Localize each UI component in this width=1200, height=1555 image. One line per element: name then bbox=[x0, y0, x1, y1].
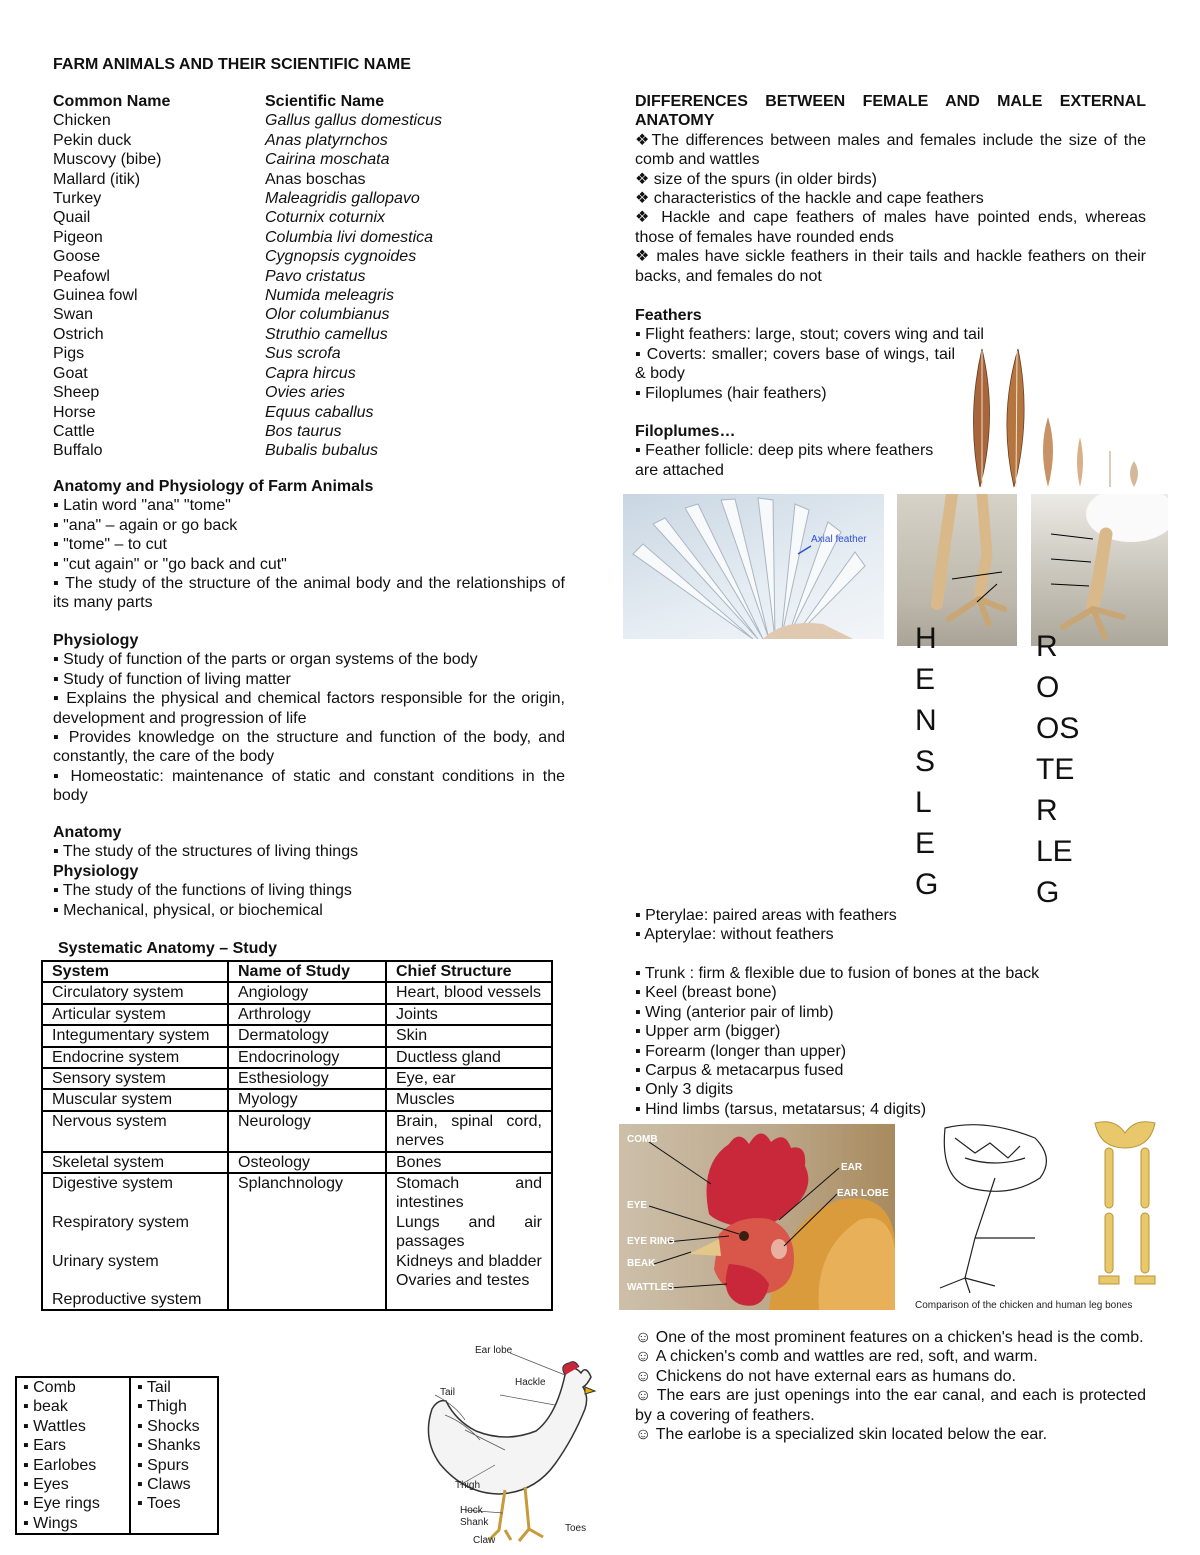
bullet: ▪ Only 3 digits bbox=[635, 1081, 734, 1099]
vertical-letter: E bbox=[915, 827, 936, 860]
vertical-letter: L bbox=[915, 786, 932, 819]
column-header: Chief Structure bbox=[386, 961, 552, 982]
bullet: ▪ "ana" – again or go back bbox=[53, 516, 238, 534]
scientific-name: Cairina moschata bbox=[265, 151, 390, 169]
diagram-label: Hock bbox=[460, 1505, 483, 1516]
vertical-letter: O bbox=[1036, 671, 1060, 704]
common-name: Muscovy (bibe) bbox=[53, 151, 162, 169]
vertical-letter: LE bbox=[1036, 835, 1073, 868]
feathers-section bbox=[635, 306, 984, 480]
head-fact-text: One of the most prominent features on a chicken's head is the comb. bbox=[655, 1329, 1144, 1346]
bullet: ▪ Homeostatic: maintenance of static and constant conditions in the body bbox=[53, 767, 565, 805]
vertical-letter: OS bbox=[1036, 712, 1080, 745]
name-row bbox=[53, 364, 473, 383]
table-cell: Articular system bbox=[42, 1004, 228, 1025]
list-item: ▪ Thigh bbox=[137, 1398, 187, 1416]
names-list bbox=[53, 92, 473, 461]
table-cell bbox=[42, 1173, 228, 1310]
head-fact bbox=[635, 1328, 1146, 1347]
table-cell: Sensory system bbox=[42, 1068, 228, 1089]
table-cell: Dermatology bbox=[228, 1025, 386, 1046]
common-name-header: Common Name bbox=[53, 93, 171, 110]
list-item: ▪ Toes bbox=[137, 1495, 181, 1513]
parts-column-left bbox=[16, 1377, 130, 1534]
bullet: ▪ The study of the structures of living things bbox=[53, 843, 359, 861]
table-cell: Joints bbox=[386, 1004, 552, 1025]
bullet: ▪ Study of function of living matter bbox=[53, 670, 291, 688]
common-name: Goose bbox=[53, 248, 101, 266]
table-cell: Muscles bbox=[386, 1089, 552, 1110]
table-cell: Skeletal system bbox=[42, 1152, 228, 1173]
table-cell: Endocrinology bbox=[228, 1047, 386, 1068]
bullet: ▪ Hind limbs (tarsus, metatarsus; 4 digits) bbox=[635, 1100, 927, 1118]
table-row bbox=[42, 1111, 552, 1152]
bullet: ▪ "cut again" or "go back and cut" bbox=[53, 555, 287, 573]
bullet: ▪ Flight feathers: large, stout; covers wing and tail bbox=[635, 326, 984, 344]
name-row bbox=[53, 150, 473, 169]
bullet: ❖ males have sickle feathers in their tails and hackle feathers on their backs, and females do not bbox=[635, 248, 1146, 285]
list-item: ▪ Ears bbox=[23, 1437, 67, 1455]
bullet: ▪ Feather follicle: deep pits where feathers are attached bbox=[635, 442, 934, 479]
scientific-name: Cygnopsis cygnoides bbox=[265, 248, 417, 266]
list-item: ▪ beak bbox=[23, 1398, 68, 1416]
section-heading: Anatomy bbox=[53, 824, 122, 841]
bullet: ▪ Latin word "ana" "tome" bbox=[53, 497, 231, 515]
head-label-ear-lobe: EAR LOBE bbox=[837, 1188, 889, 1199]
scientific-name: Anas boschas bbox=[265, 170, 366, 188]
table-row bbox=[42, 1047, 552, 1068]
axial-feather-label: Axial feather bbox=[811, 534, 867, 545]
scientific-name: Equus caballus bbox=[265, 403, 374, 421]
cell-line: Stomach and intestines bbox=[396, 1175, 542, 1212]
common-name: Goat bbox=[53, 364, 88, 382]
hen-illustration bbox=[415, 1335, 605, 1550]
table-cell: Bones bbox=[386, 1152, 552, 1173]
table-cell bbox=[386, 1173, 552, 1310]
vertical-letter: S bbox=[915, 745, 936, 778]
list-item: ▪ Wattles bbox=[23, 1417, 86, 1435]
table-cell: Nervous system bbox=[42, 1111, 228, 1152]
name-row bbox=[53, 131, 473, 150]
bullet: ▪ Study of function of the parts or organ systems of the body bbox=[53, 651, 478, 669]
chicken-icon: ☺ bbox=[635, 1387, 657, 1405]
head-fact-text: The ears are just openings into the ear canal, and each is protected by a covering of feathers. bbox=[635, 1387, 1146, 1424]
bullet: ▪ Upper arm (bigger) bbox=[635, 1023, 781, 1041]
scientific-name: Columbia livi domestica bbox=[265, 228, 434, 246]
chicken-icon: ☺ bbox=[635, 1348, 656, 1366]
table-cell: Ductless gland bbox=[386, 1047, 552, 1068]
scientific-name: Capra hircus bbox=[265, 364, 356, 382]
column-header: Name of Study bbox=[228, 961, 386, 982]
vertical-letter: G bbox=[915, 868, 939, 901]
bullet: ▪ Coverts: smaller; covers base of wings, tail & body bbox=[635, 345, 955, 383]
anatomy-physiology-section bbox=[53, 477, 565, 613]
common-name: Turkey bbox=[53, 190, 102, 208]
common-name: Swan bbox=[53, 306, 94, 324]
cell-line: Reproductive system bbox=[52, 1291, 202, 1309]
diagram-label: Toes bbox=[565, 1523, 587, 1534]
chicken-icon: ☺ bbox=[635, 1426, 656, 1444]
bullet: ▪ Pterylae: paired areas with feathers bbox=[635, 907, 897, 924]
bullet: ▪ Provides knowledge on the structure and function of the body, and constantly, the care of the body bbox=[53, 729, 565, 766]
physiology-section bbox=[53, 631, 565, 806]
list-item: ▪ Tail bbox=[137, 1379, 171, 1396]
leg-bones-comparison bbox=[915, 1118, 1185, 1318]
section-heading: Physiology bbox=[53, 862, 139, 880]
list-item: ▪ Earlobes bbox=[23, 1456, 97, 1474]
table-cell: Osteology bbox=[228, 1152, 386, 1173]
cell-line: Kidneys and bladder bbox=[396, 1252, 542, 1270]
bullet: ▪ Apterylae: without feathers bbox=[635, 926, 834, 944]
table-cell: Circulatory system bbox=[42, 982, 228, 1003]
anatomy-short-section bbox=[53, 823, 565, 920]
name-row bbox=[53, 344, 473, 363]
name-row bbox=[53, 208, 473, 227]
table-cell: Arthrology bbox=[228, 1004, 386, 1025]
scientific-name: Ovies aries bbox=[265, 384, 346, 402]
rooster-leg-vertical-label bbox=[1036, 626, 1096, 913]
pterylae-section bbox=[635, 906, 1135, 945]
bullet: ▪ "tome" – to cut bbox=[53, 536, 167, 554]
name-row bbox=[53, 441, 473, 460]
common-name: Horse bbox=[53, 403, 96, 421]
head-label-ear: EAR bbox=[841, 1162, 863, 1173]
name-row bbox=[53, 383, 473, 402]
table-row bbox=[42, 1089, 552, 1110]
scientific-name: Gallus gallus domesticus bbox=[265, 112, 442, 130]
head-fact bbox=[635, 1425, 1146, 1444]
common-name: Sheep bbox=[53, 384, 100, 402]
systematic-table bbox=[41, 960, 553, 1311]
table-row bbox=[42, 1152, 552, 1173]
scientific-name: Sus scrofa bbox=[265, 345, 341, 363]
bullet: ❖The differences between males and females include the size of the comb and wattles bbox=[635, 131, 1146, 169]
list-item: ▪ Comb bbox=[23, 1379, 76, 1396]
list-item: ▪ Eye rings bbox=[23, 1495, 100, 1513]
parts-box bbox=[15, 1376, 219, 1535]
common-name: Quail bbox=[53, 209, 91, 227]
table-cell: Heart, blood vessels bbox=[386, 982, 552, 1003]
cell-line: Ovaries and testes bbox=[396, 1272, 530, 1290]
chicken-icon: ☺ bbox=[635, 1367, 656, 1385]
common-name: Pigs bbox=[53, 345, 85, 363]
systematic-heading: Systematic Anatomy – Study bbox=[58, 940, 278, 957]
common-name: Pekin duck bbox=[53, 131, 132, 149]
name-row bbox=[53, 267, 473, 286]
list-item: ▪ Eyes bbox=[23, 1476, 69, 1494]
table-cell: Splanchnology bbox=[228, 1173, 386, 1310]
hen-diagram bbox=[415, 1335, 605, 1550]
table-cell: Skin bbox=[386, 1025, 552, 1046]
section-heading: Anatomy and Physiology of Farm Animals bbox=[53, 478, 374, 495]
table-row bbox=[42, 1004, 552, 1025]
table-cell: Eye, ear bbox=[386, 1068, 552, 1089]
bullet: ▪ Carpus & metacarpus fused bbox=[635, 1062, 844, 1080]
cell-line: Digestive system bbox=[52, 1175, 173, 1193]
list-item: ▪ Shocks bbox=[137, 1417, 200, 1435]
bullet: ▪ Trunk : firm & flexible due to fusion of bones at the back bbox=[635, 965, 1040, 982]
name-row bbox=[53, 189, 473, 208]
bullet: ▪ Filoplumes (hair feathers) bbox=[635, 384, 827, 402]
common-name: Pigeon bbox=[53, 228, 103, 246]
skeleton-section bbox=[635, 964, 1155, 1119]
head-fact-text: A chicken's comb and wattles are red, soft, and warm. bbox=[655, 1348, 1038, 1366]
common-name: Guinea fowl bbox=[53, 287, 138, 305]
cell-line: Respiratory system bbox=[52, 1214, 189, 1232]
vertical-letter: N bbox=[915, 704, 937, 737]
heading-text: DIFFERENCES BETWEEN FEMALE AND MALE EXTERNAL ANATOMY bbox=[635, 93, 1146, 130]
table-cell: Integumentary system bbox=[42, 1025, 228, 1046]
table-cell: Muscular system bbox=[42, 1089, 228, 1110]
leg-bones-caption: Comparison of the chicken and human leg bones bbox=[915, 1300, 1133, 1311]
name-row bbox=[53, 305, 473, 324]
bullet: ❖ characteristics of the hackle and cape feathers bbox=[635, 190, 984, 208]
parts-column-right bbox=[130, 1377, 218, 1534]
vertical-letter: G bbox=[1036, 876, 1060, 909]
head-label-eye-ring: EYE RING bbox=[627, 1236, 675, 1247]
scientific-name-header: Scientific Name bbox=[265, 93, 385, 110]
diagram-label: Ear lobe bbox=[475, 1345, 513, 1356]
column-header: System bbox=[42, 961, 228, 982]
scientific-name: Bos taurus bbox=[265, 422, 342, 440]
diagram-label: Thigh bbox=[455, 1480, 481, 1491]
roosters-leg-photo bbox=[1031, 494, 1168, 646]
scientific-name: Maleagridis gallopavo bbox=[265, 190, 420, 208]
diagram-label: Shank bbox=[460, 1517, 489, 1528]
table-cell: Endocrine system bbox=[42, 1047, 228, 1068]
common-name: Buffalo bbox=[53, 442, 103, 460]
table-header-row bbox=[42, 961, 552, 982]
vertical-letter: R bbox=[1036, 630, 1058, 663]
table-cell: Brain, spinal cord, nerves bbox=[386, 1111, 552, 1152]
bullet: ▪ Forearm (longer than upper) bbox=[635, 1042, 847, 1060]
list-item: ▪ Shanks bbox=[137, 1437, 201, 1455]
diagram-label: Claw bbox=[473, 1535, 496, 1546]
table-cell: Myology bbox=[228, 1089, 386, 1110]
scientific-name: Struthio camellus bbox=[265, 325, 388, 343]
bullet: ▪ Mechanical, physical, or biochemical bbox=[53, 901, 323, 919]
section-heading bbox=[635, 92, 1146, 131]
name-row bbox=[53, 325, 473, 344]
head-fact-text: Chickens do not have external ears as humans do. bbox=[655, 1367, 1016, 1385]
vertical-letter: E bbox=[915, 663, 936, 696]
bullet: ❖ Hackle and cape feathers of males have pointed ends, whereas those of females have rounded ends bbox=[635, 209, 1146, 246]
bullet: ▪ The study of the functions of living things bbox=[53, 882, 352, 900]
name-row bbox=[53, 111, 473, 130]
bullet: ▪ The study of the structure of the animal body and the relationships of its many parts bbox=[53, 575, 565, 612]
scientific-name: Coturnix coturnix bbox=[265, 209, 386, 227]
table-cell: Neurology bbox=[228, 1111, 386, 1152]
differences-section bbox=[635, 92, 1146, 286]
page-title: FARM ANIMALS AND THEIR SCIENTIFIC NAME bbox=[53, 56, 411, 73]
table-cell: Angiology bbox=[228, 982, 386, 1003]
diagram-label: Hackle bbox=[515, 1377, 546, 1388]
name-row bbox=[53, 228, 473, 247]
scientific-name: Pavo cristatus bbox=[265, 267, 366, 285]
common-name: Chicken bbox=[53, 112, 111, 130]
vertical-letter: TE bbox=[1036, 753, 1075, 786]
name-row bbox=[53, 422, 473, 441]
head-fact bbox=[635, 1367, 1146, 1386]
bullet: ▪ Explains the physical and chemical factors responsible for the origin, development and progression of life bbox=[53, 690, 565, 727]
name-row bbox=[53, 403, 473, 422]
hens-leg-vertical-label bbox=[915, 618, 955, 905]
common-name: Peafowl bbox=[53, 267, 110, 285]
section-heading: Filoplumes… bbox=[635, 423, 736, 441]
scientific-name: Anas platyrnchos bbox=[265, 131, 388, 149]
common-name: Cattle bbox=[53, 422, 95, 440]
section-heading: Physiology bbox=[53, 632, 139, 649]
vertical-letter: H bbox=[915, 622, 937, 655]
name-row bbox=[53, 170, 473, 189]
list-item: ▪ Wings bbox=[23, 1514, 78, 1532]
cell-line: Urinary system bbox=[52, 1253, 159, 1271]
list-item: ▪ Claws bbox=[137, 1476, 191, 1494]
cell-line: Lungs and air passages bbox=[396, 1213, 542, 1251]
head-label-eye: EYE bbox=[627, 1200, 648, 1211]
bullet: ▪ Keel (breast bone) bbox=[635, 984, 777, 1002]
wing-photo bbox=[623, 494, 884, 639]
diagram-label: Tail bbox=[440, 1387, 456, 1398]
bullet: ❖ size of the spurs (in older birds) bbox=[635, 170, 877, 188]
bullet: ▪ Wing (anterior pair of limb) bbox=[635, 1003, 834, 1021]
table-row bbox=[42, 982, 552, 1003]
table-row bbox=[42, 1173, 552, 1310]
feather-types-image bbox=[962, 345, 1147, 493]
head-fact bbox=[635, 1347, 1146, 1366]
head-fact-text: The earlobe is a specialized skin located below the ear. bbox=[655, 1426, 1048, 1444]
head-fact bbox=[635, 1386, 1146, 1425]
rooster-head-photo bbox=[619, 1124, 895, 1310]
table-cell: Esthesiology bbox=[228, 1068, 386, 1089]
head-label-comb: COMB bbox=[627, 1134, 658, 1145]
head-label-wattles: WATTLES bbox=[627, 1282, 675, 1293]
list-item: ▪ Spurs bbox=[137, 1456, 189, 1474]
table-row bbox=[42, 1025, 552, 1046]
scientific-name: Olor columbianus bbox=[265, 306, 390, 324]
name-row bbox=[53, 286, 473, 305]
scientific-name: Bubalis bubalus bbox=[265, 442, 378, 460]
table-row bbox=[42, 1068, 552, 1089]
common-name: Mallard (itik) bbox=[53, 170, 141, 188]
vertical-letter: R bbox=[1036, 794, 1058, 827]
scientific-name: Numida meleagris bbox=[265, 287, 394, 305]
head-facts-section bbox=[635, 1328, 1146, 1444]
common-name: Ostrich bbox=[53, 325, 104, 343]
section-heading: Feathers bbox=[635, 307, 702, 324]
head-label-beak: BEAK bbox=[627, 1258, 656, 1269]
chicken-icon: ☺ bbox=[635, 1329, 656, 1346]
name-row bbox=[53, 247, 473, 266]
